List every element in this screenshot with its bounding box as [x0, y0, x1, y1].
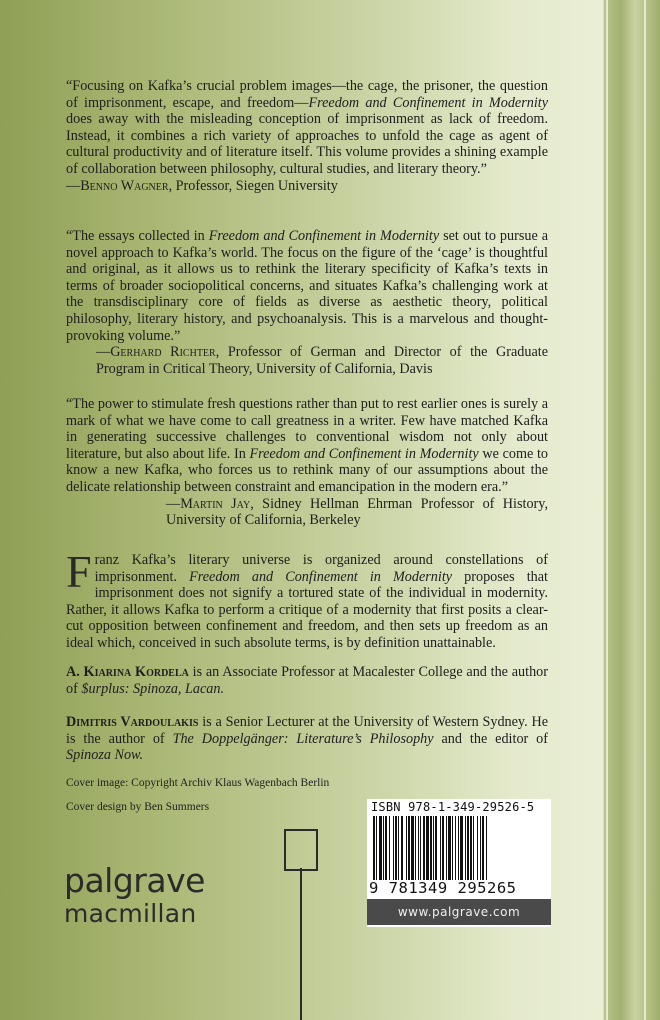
cage-graphic [284, 829, 318, 871]
isbn-label: ISBN 978-1-349-29526-5 [371, 800, 535, 814]
spine-stripe [606, 0, 608, 1020]
quote-3 [66, 396, 548, 529]
book-spine [603, 0, 660, 1020]
logo-line-2: macmillan [64, 899, 197, 928]
barcode-bar [423, 816, 425, 880]
barcode-bar [470, 816, 472, 880]
barcode-bar [482, 816, 484, 880]
barcode-bar [440, 816, 441, 880]
bio-text: Dimitris Vardoulakis is a Senior Lecturer at the University of Western Sydney. He is the author of The Doppelgänger: Literature’s Philosophy and the editor of Spinoza Now. [66, 714, 549, 764]
quote-text [66, 228, 548, 344]
barcode-bar [442, 816, 444, 880]
quote-attribution: —Benno Wagner, Professor, Siegen University [66, 177, 338, 194]
author-bio-1 [66, 664, 548, 697]
quote-attribution: —Gerhard Richter, Professor of German and Director of the Graduate Program in Critical Theory, University of California, Davis [96, 344, 548, 377]
quote-attribution: —Martin Jay, Sidney Hellman Ehrman Professor of History, University of California, Berkeley [166, 495, 548, 529]
barcode-bar [458, 816, 459, 880]
barcode-bar [420, 816, 421, 880]
barcode-bar [406, 816, 407, 880]
barcode-bar [435, 816, 437, 880]
barcode-bar [408, 816, 410, 880]
barcode-bar [385, 816, 387, 880]
publisher-logo [64, 861, 205, 928]
quote-segment: set out to pursue a novel approach to Kafka’s world. The focus on the figure of the ‘cage’ is thoughtful and original, as it allows us to rethink the literary specificity of Kafka’s texts in terms of broader sociopolitical concerns, and situates Kafka’s challenging work at the transdisciplinary core of fields as diverse as aesthetic theory, political philosophy, literary history, and psychoanalysis. This is a marvelous and thought-provoking volume.” [66, 228, 549, 344]
quote-segment: “Focusing on Kafka’s crucial problem images—the cage, the prisoner, the question of imprisonment, escape, and freedom— [66, 78, 548, 111]
barcode-bar [373, 816, 375, 880]
quote-segment: does away with the misleading conception of imprisonment as lack of freedom. Instead, it combines a rich variety of approaches to unfold the cage as agent of cultural productivity and of literature itself. This volume provides a shining example of collaboration between philosophy, cultural studies, and literary theory.” [66, 111, 548, 177]
book-description [66, 546, 548, 652]
cover-image-credit: Cover image: Copyright Archiv Klaus Wagenbach Berlin [66, 777, 330, 789]
barcode-bar [486, 816, 487, 880]
book-title-italic: Freedom and Confinement in Modernity [308, 94, 549, 111]
barcode-bar [389, 816, 390, 880]
barcode-bar [460, 816, 463, 880]
barcode-bars [367, 816, 551, 882]
barcode-bar [467, 816, 469, 880]
bio-text: A. Kiarina Kordela is an Associate Professor at Macalester College and the author of $urplus: Spinoza, Lacan. [66, 664, 548, 697]
drop-cap: F [66, 546, 92, 597]
barcode-bar [446, 816, 447, 880]
quote-segment: “The essays collected in [66, 228, 209, 244]
book-title-italic: Freedom and Confinement in Modernity [249, 445, 479, 462]
isbn-number: 9 781349 295265 [369, 879, 517, 897]
cover-design-credit: Cover design by Ben Summers [66, 801, 210, 813]
author-bio-2 [66, 714, 548, 764]
cage-line [300, 868, 302, 1020]
quote-2 [66, 228, 548, 377]
barcode-bar [383, 816, 384, 880]
quote-segment: we come to know a new Kafka, who forces us to rethink many of our assumptions about the delicate relationship between constraint and emancipation in the modern era.” [66, 445, 548, 495]
barcode-bar [415, 816, 416, 880]
barcode-bar [448, 816, 451, 880]
barcode-bar [455, 816, 456, 880]
logo-line-1: palgrave [64, 861, 205, 900]
barcode-bar [430, 816, 432, 880]
barcode-bar [477, 816, 478, 880]
barcode-bar [379, 816, 382, 880]
quote-text [66, 78, 548, 178]
barcode-bar [473, 816, 474, 880]
barcode-bar [398, 816, 399, 880]
barcode-bar [395, 816, 397, 880]
quote-segment: “The power to stimulate fresh questions rather than put to rest earlier ones is surely a mark of what we have come to call greatness in a writer. Few have matched Kafka in generating successive challenges to conventional wisdom not only about literature, but also about life. In [66, 396, 548, 462]
barcode-bar [452, 816, 453, 880]
publisher-website: www.palgrave.com [367, 899, 551, 925]
description-text: Franz Kafka’s literary universe is organized around constellations of imprisonment. Freedom and Confinement in Modernity proposes that imprisonment does not signify a tortured state of the individual in modernity. Rather, it allows Kafka to perform a critique of a modernity that first posits a clear-cut opposition between confinement and freedom, and then sets up freedom as an ideal which, conceived in such absolute terms, is by definition unattainable. [66, 546, 548, 651]
spine-stripe [644, 0, 646, 1020]
barcode-bar [426, 816, 429, 880]
barcode-bar [433, 816, 434, 880]
barcode-bar [418, 816, 419, 880]
barcode-bar [465, 816, 466, 880]
barcode-bar [480, 816, 481, 880]
barcode-bar [393, 816, 394, 880]
book-title-italic: Freedom and Confinement in Modernity [208, 228, 440, 244]
barcode-bar [401, 816, 403, 880]
barcode-bar [376, 816, 377, 880]
barcode-bar [411, 816, 414, 880]
quote-1 [66, 78, 548, 194]
quote-text [66, 396, 548, 496]
